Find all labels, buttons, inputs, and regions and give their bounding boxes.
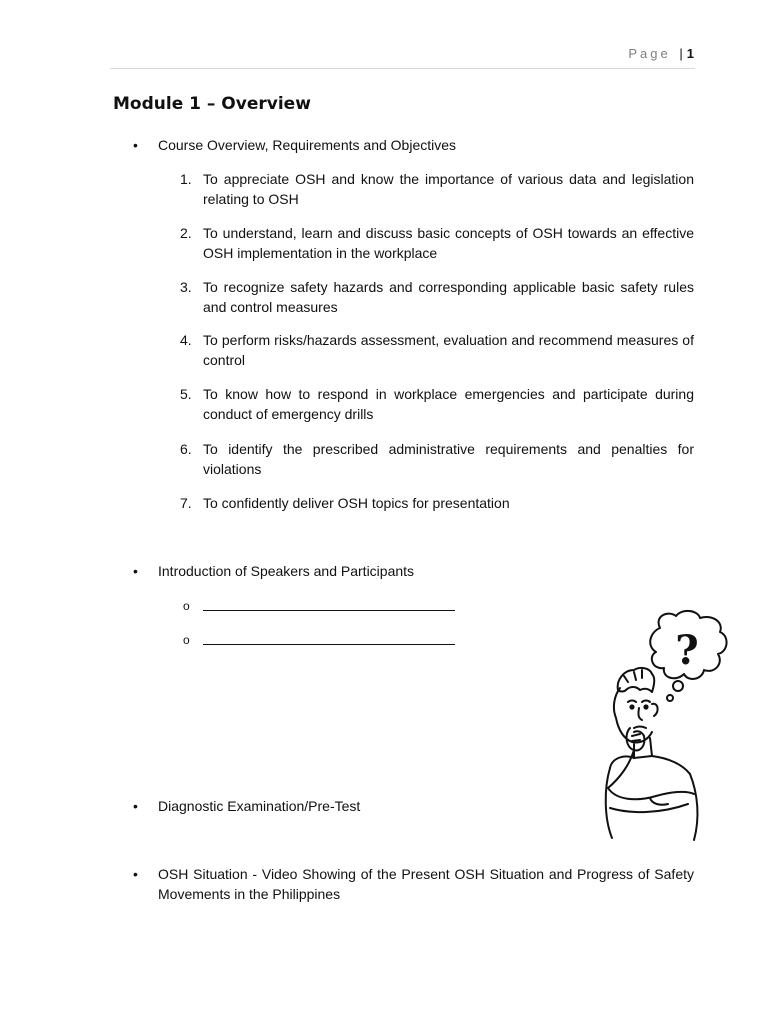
objective-item (180, 439, 694, 479)
question-mark: ? (675, 627, 699, 674)
objective-number: 3. (180, 279, 192, 295)
objective-text: To recognize safety hazards and corresponding applicable basic safety rules and control measures (203, 279, 694, 315)
objective-text: To know how to respond in workplace emergencies and participate during conduct of emergency drills (203, 386, 694, 422)
page-number: 1 (686, 46, 694, 61)
objective-number: 5. (180, 386, 192, 402)
bullet-glyph: • (133, 137, 138, 153)
objective-number: 7. (180, 495, 192, 511)
objective-text: To identify the prescribed administrative requirements and penalties for violations (203, 441, 694, 477)
objective-item (180, 169, 694, 209)
objective-text: To confidently deliver OSH topics for presentation (203, 495, 510, 511)
sub-bullet-glyph: o (183, 599, 190, 613)
objective-number: 6. (180, 441, 192, 457)
objective-item (180, 330, 694, 370)
objective-item (180, 384, 694, 424)
page-title: Module 1 – Overview (113, 94, 311, 114)
bullet-glyph: • (133, 798, 138, 814)
objective-item (180, 277, 694, 317)
introduction-item: Introduction of Speakers and Participants (158, 563, 415, 579)
bullet-glyph: • (133, 866, 138, 882)
blank-line (203, 644, 455, 645)
course-overview-item: Course Overview, Requirements and Objectives (158, 137, 457, 153)
diagnostic-item: Diagnostic Examination/Pre-Test (158, 798, 361, 814)
objective-text: To understand, learn and discuss basic concepts of OSH towards an effective OSH implementation in the workplace (203, 225, 694, 261)
objective-text: To perform risks/hazards assessment, evaluation and recommend measures of control (203, 332, 694, 368)
thinking-man-question-icon (590, 608, 732, 844)
objective-item (180, 223, 694, 263)
page-label: Page (628, 46, 671, 61)
objective-item (180, 493, 694, 513)
osh-situation-item: OSH Situation - Video Showing of the Present OSH Situation and Progress of Safety Movements in the Philippines (158, 866, 694, 902)
page-header (628, 46, 694, 61)
blank-line (203, 610, 455, 611)
objective-number: 1. (180, 171, 192, 187)
objective-text: To appreciate OSH and know the importance of various data and legislation relating to OSH (203, 171, 694, 207)
page-separator: | (679, 46, 683, 61)
bullet-glyph: • (133, 563, 138, 579)
objective-number: 4. (180, 332, 192, 348)
objective-number: 2. (180, 225, 192, 241)
header-rule (110, 68, 695, 69)
sub-bullet-glyph: o (183, 633, 190, 647)
